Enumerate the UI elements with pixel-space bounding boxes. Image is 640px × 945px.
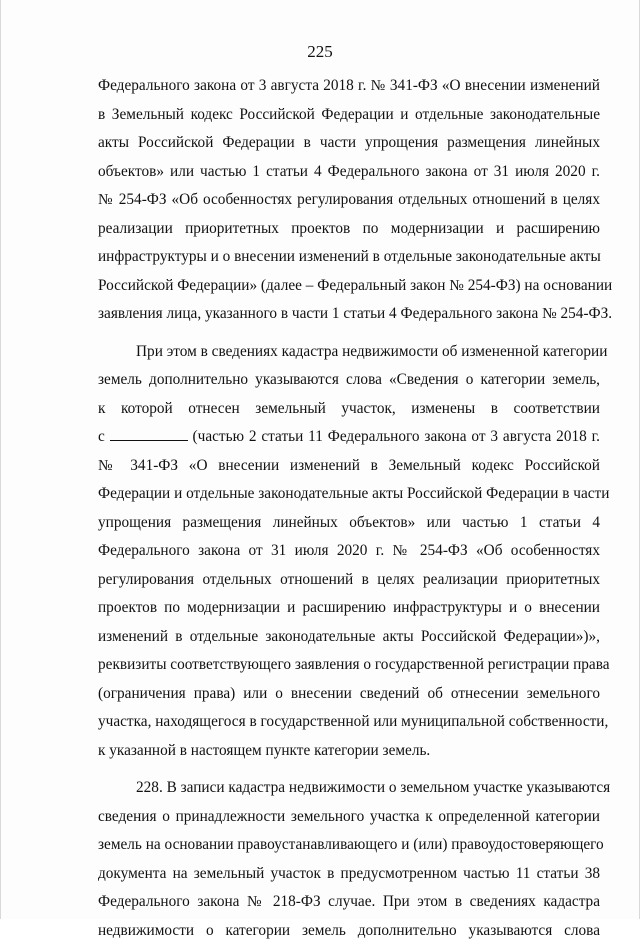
text-line: регулирования отдельных отношений в целях реализации приоритетных (98, 566, 600, 595)
text-line: к указанной в настоящем пункте категории земель. (98, 737, 600, 766)
text-line: земель дополнительно указываются слова «Сведения о категории земель, (98, 366, 600, 395)
text-line: заявления лица, указанного в части 1 статьи 4 Федерального закона № 254-ФЗ. (98, 300, 600, 329)
text-line: в Земельный кодекс Российской Федерации и отдельные законодательные (98, 101, 600, 130)
text-line: сведения о принадлежности земельного участка к определенной категории (98, 803, 600, 832)
text-line: документа на земельный участок в предусмотренном частью 11 статьи 38 (98, 860, 600, 889)
text-line: инфраструктуры и о внесении изменений в отдельные законодательные акты (98, 243, 600, 272)
text-line: земель на основании правоустанавливающего и (или) правоудостоверяющего (98, 831, 600, 860)
text-line: Федерального закона № 218-ФЗ случае. При этом в сведениях кадастра (98, 888, 600, 917)
text-line: Федерального закона от 3 августа 2018 г. № 341-ФЗ «О внесении изменений (98, 72, 600, 101)
text-line: При этом в сведениях кадастра недвижимости об измененной категории (98, 338, 600, 367)
fill-in-blank (110, 426, 188, 441)
text-line: изменений в отдельные законодательные акты Российской Федерации»)», (98, 623, 600, 652)
text-line: объектов» или частью 1 статьи 4 Федерального закона от 31 июля 2020 г. (98, 158, 600, 187)
paragraph-2 (98, 338, 600, 766)
document-body (98, 72, 600, 945)
text-line: Федерального закона от 31 июля 2020 г. № 254-ФЗ «Об особенностях (98, 537, 600, 566)
text-line: Российской Федерации» (далее – Федеральный закон № 254-ФЗ) на основании (98, 272, 600, 301)
text-line: реализации приоритетных проектов по модернизации и расширению (98, 215, 600, 244)
text-line: № 254-ФЗ «Об особенностях регулирования отдельных отношений в целях (98, 186, 600, 215)
text-line: № 341-ФЗ «О внесении изменений в Земельный кодекс Российской (98, 452, 600, 481)
text-line: недвижимости о категории земель дополнительно указываются слова (98, 917, 600, 945)
paragraph-1 (98, 72, 600, 329)
text-line: реквизиты соответствующего заявления о государственной регистрации права (98, 651, 600, 680)
text-line: 228. В записи кадастра недвижимости о земельном участке указываются (98, 774, 600, 803)
text-line: упрощения размещения линейных объектов» или частью 1 статьи 4 (98, 509, 600, 538)
page-number: 225 (1, 42, 639, 62)
text-line: Федерации и отдельные законодательные акты Российской Федерации в части (98, 480, 600, 509)
paragraph-gap (98, 765, 600, 774)
text-line: участка, находящегося в государственной или муниципальной собственности, (98, 708, 600, 737)
text-line: к которой отнесен земельный участок, изменены в соответствии (98, 395, 600, 424)
text-line: проектов по модернизации и расширению инфраструктуры и о внесении (98, 594, 600, 623)
text-line: (ограничения права) или о внесении сведений об отнесении земельного (98, 680, 600, 709)
text-line-with-blank (98, 423, 600, 452)
paragraph-gap (98, 329, 600, 338)
text-line: акты Российской Федерации в части упрощения размещения линейных (98, 129, 600, 158)
blank-line-suffix: (частью 2 статьи 11 Федерального закона от 3 августа 2018 г. (193, 428, 600, 445)
blank-line-prefix: с (98, 428, 105, 445)
paragraph-228 (98, 774, 600, 945)
